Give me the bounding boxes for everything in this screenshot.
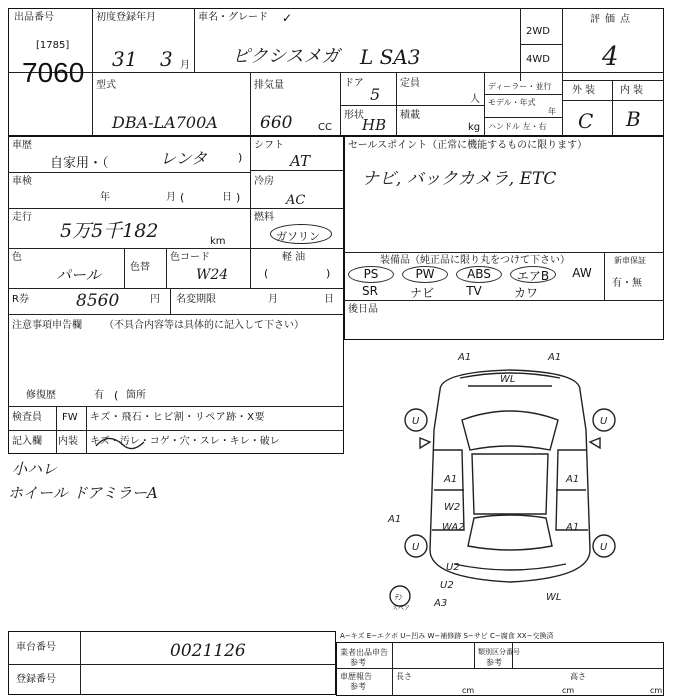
history-value: 自家用・（ — [50, 156, 109, 171]
mark-left-side: A1 — [388, 514, 402, 525]
mark-rear-left-2: U2 — [440, 580, 454, 591]
inspector-label-2: 記入欄 — [12, 436, 42, 447]
inspector-label-1: 検査員 — [12, 412, 42, 423]
damage-legend: A−キズ E−エクボ U−凹み W−補修跡 S−サビ C−腐食 XX−交換済 — [340, 632, 554, 640]
length-label: 長さ — [396, 672, 412, 681]
equipment-row-1 — [344, 266, 604, 283]
checklist-marks — [88, 428, 168, 458]
equip-ps: PS — [348, 266, 394, 283]
history-value-handwritten: レンタ — [160, 149, 207, 168]
mark-front-left-bumper: A1 — [458, 352, 472, 363]
new-car-warranty-value: 有・無 — [612, 278, 642, 289]
recycle-value: 8560 — [76, 291, 120, 311]
shift-label: シフト — [254, 140, 284, 151]
registration-year: 31 — [112, 47, 138, 71]
car-grade-value: L SA3 — [360, 45, 421, 69]
exterior-grade: C — [578, 109, 594, 133]
mark-rear-bottom: A3 — [434, 598, 448, 609]
inspection-day: 日 — [222, 192, 232, 203]
mark-wheel-rl: U — [412, 542, 420, 553]
model-year-label: モデル・年式 — [488, 98, 536, 107]
fuel-circle — [270, 224, 332, 244]
check-mark-icon: ✓ — [282, 11, 293, 25]
model-label: 型式 — [96, 80, 116, 91]
rear-items-label: 後日品 — [348, 304, 378, 315]
recycle-yen: 円 — [150, 294, 160, 305]
height-label: 高さ — [570, 672, 586, 681]
mark-front-right-bumper: A1 — [548, 352, 562, 363]
color-change-label: 色替 — [130, 262, 150, 273]
model-value: DBA-LA700A — [112, 113, 218, 132]
fuel-value: ガソリン — [276, 230, 320, 243]
ac-label: 冷房 — [254, 176, 274, 187]
right-body-frame — [344, 136, 664, 340]
mark-rear-left-1: U2 — [446, 562, 460, 573]
mileage-value: 5万5千182 — [60, 220, 159, 242]
kg-unit: kg — [468, 122, 481, 133]
equip-leather: カワ — [513, 286, 538, 300]
mark-left-door-front: A1 — [444, 474, 458, 485]
drive-2wd: 2WD — [526, 26, 550, 37]
capacity-label: 定員 — [400, 78, 420, 89]
cm-unit-2: cm — [562, 686, 575, 695]
shift-value: AT — [290, 152, 311, 170]
fuel-label: 燃料 — [254, 212, 274, 223]
shape-value: HB — [362, 116, 387, 134]
mark-rear-right-2: WL — [546, 592, 562, 603]
equip-airbag: エアB — [510, 266, 556, 283]
repair-place: 箇所 — [126, 390, 146, 401]
mark-left-door-wa2: WA2 — [442, 522, 465, 533]
interior-grade: B — [626, 107, 641, 131]
ac-value: AC — [286, 193, 306, 208]
sales-value: ナビ, バックカメラ, ETC — [362, 169, 557, 189]
inspection-label: 車検 — [12, 176, 32, 187]
repair-value: 有 — [94, 390, 104, 401]
equip-abs: ABS — [456, 266, 502, 283]
drive-4wd: 4WD — [526, 54, 550, 65]
collection-ref: 参考 — [486, 658, 502, 667]
name-change-month: 月 — [268, 294, 278, 305]
sales-title: セールスポイント（正常に機能するものに限ります） — [348, 140, 588, 151]
repair-label: 修復歴 — [26, 390, 56, 401]
color-value: パール — [56, 266, 101, 284]
equip-pw: PW — [402, 266, 448, 283]
lot-sub-number: [1785] — [36, 40, 70, 51]
month-unit: 月 — [180, 60, 190, 71]
car-name-grade-label: 車名・グレード — [198, 12, 268, 23]
vehicle-report-label: 車歴報告 — [340, 672, 372, 681]
color-code-value: W24 — [196, 267, 229, 283]
handwritten-note-2: ホイール ドアミラーA — [8, 484, 158, 502]
car-damage-diagram — [380, 350, 640, 610]
doors-value: 5 — [370, 85, 381, 104]
mark-right-door-front: A1 — [566, 474, 580, 485]
interior-label: 内装 — [620, 85, 646, 96]
inspection-month: 月 — [166, 192, 176, 203]
displacement-label: 排気量 — [254, 80, 284, 91]
registration-number-label: 登録番号 — [16, 674, 56, 685]
mark-wheel-rr: U — [600, 542, 608, 553]
handwritten-note-1: 小ハレ — [12, 460, 58, 478]
fw-label: FW — [62, 412, 78, 423]
inspection-year: 年 — [100, 192, 110, 203]
equip-sr: SR — [362, 284, 378, 298]
score-label: 評価点 — [590, 14, 635, 25]
displacement-value: 660 — [260, 113, 293, 133]
first-registration-label: 初度登録年月 — [96, 12, 156, 23]
cm-unit-3: cm — [650, 686, 663, 695]
collection-label: 類別区分番号 — [478, 648, 520, 656]
color-label: 色 — [12, 252, 22, 263]
notes-title: 注意事項申告欄 — [12, 320, 82, 331]
mark-wheel-fl: U — [412, 416, 420, 427]
cm-unit-1: cm — [462, 686, 475, 695]
km-unit: km — [210, 236, 226, 247]
car-name-value: ピクシスメガ — [232, 46, 340, 67]
dealer-label: ディーラー・並行 — [488, 82, 552, 91]
fuel-light-oil: 軽 油 — [282, 252, 306, 263]
mark-rear-right-1: WL — [500, 374, 516, 385]
vehicle-report-ref: 参考 — [350, 682, 366, 691]
spare-label: スペア — [392, 605, 411, 612]
chassis-label: 車台番号 — [16, 642, 56, 653]
person-unit: 人 — [470, 94, 480, 105]
doors-label: ドア — [344, 78, 364, 89]
equip-navi: ナビ — [409, 286, 434, 300]
mark-spare: ﾃﾝ — [394, 593, 402, 602]
history-label: 車歴 — [12, 140, 32, 151]
recycle-label: R券 — [12, 294, 29, 305]
equip-tv: TV — [466, 284, 482, 298]
handle-label: ハンドル 左・右 — [488, 122, 547, 131]
registration-month: 3 — [160, 47, 173, 71]
self-report-ref: 参考 — [350, 658, 366, 667]
mark-wheel-fr: U — [600, 416, 608, 427]
lot-number: 7060 — [22, 57, 85, 88]
year-unit: 年 — [548, 107, 556, 116]
new-car-warranty-label: 新車保証 — [614, 256, 646, 265]
exterior-label: 外装 — [572, 85, 598, 96]
color-code-label: 色コード — [170, 252, 210, 263]
interior-check-label: 内装 — [58, 436, 78, 447]
interior-checklist: キズ・汚レ・コゲ・穴・スレ・キレ・破レ — [90, 436, 280, 447]
chassis-value: 0021126 — [170, 641, 246, 661]
score-value: 4 — [602, 42, 619, 72]
mark-right-door-rear: A1 — [566, 522, 580, 533]
equip-aw: AW — [572, 266, 592, 280]
name-change-day: 日 — [324, 294, 334, 305]
equipment-title: 装備品（純正品に限り丸をつけて下さい） — [380, 255, 570, 266]
load-label: 積載 — [400, 110, 420, 121]
shape-label: 形状 — [344, 110, 364, 121]
equipment-row-2 — [344, 284, 552, 300]
mark-left-door-w2: W2 — [444, 502, 461, 513]
cc-unit: CC — [318, 122, 332, 133]
notes-subtitle: （不具合内容等は具体的に記入して下さい） — [104, 320, 304, 331]
lot-number-label: 出品番号 — [14, 12, 54, 23]
name-change-label: 名変期限 — [176, 294, 216, 305]
mileage-label: 走行 — [12, 212, 32, 223]
self-report-label: 業者出品申告 — [340, 648, 388, 657]
fw-checklist: キズ・飛石・ヒビ割・リペア跡・X要 — [90, 412, 265, 423]
